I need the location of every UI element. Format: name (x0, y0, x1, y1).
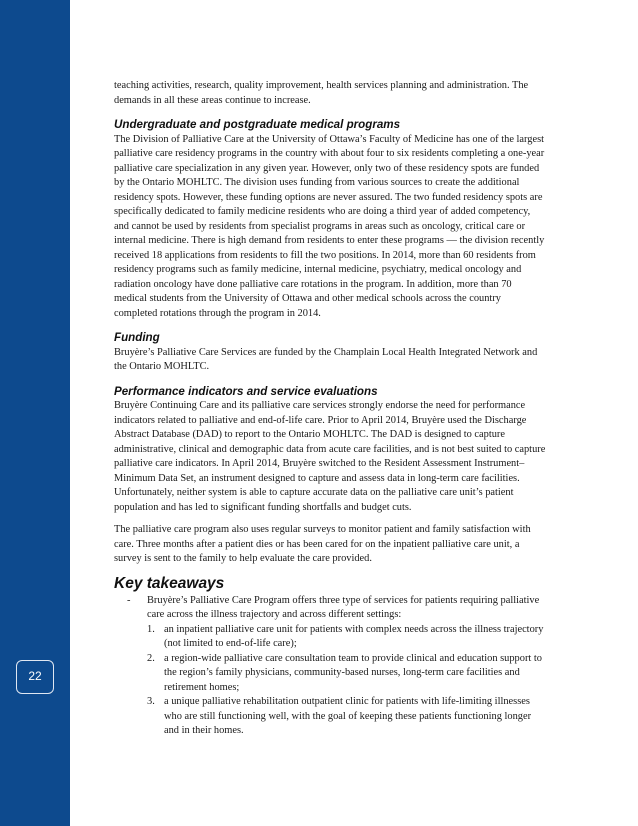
list-number: 3. (147, 696, 155, 707)
key-takeaways-heading: Key takeaways (114, 574, 225, 592)
funding-heading: Funding (114, 331, 160, 344)
list-item (147, 623, 546, 652)
list-item (147, 695, 546, 739)
takeaway-bullet (114, 594, 546, 739)
undergrad-heading: Undergraduate and postgraduate medical programs (114, 118, 401, 131)
document-body (114, 79, 546, 739)
bullet-dash: - (127, 594, 131, 606)
list-item-text: a region-wide palliative care consultation team to provide clinical and education support to the region’s family physicians, community-based nurses, long-term care facilities and retirement homes; (164, 652, 542, 693)
performance-heading: Performance indicators and service evaluations (114, 384, 378, 398)
performance-paragraph-2: The palliative care program also uses regular surveys to monitor patient and family satisfaction with care. Three months after a patient dies or has been cared for on the inpatient palliative care unit, a survey is sent to the family to help evaluate the care provided. (114, 524, 531, 564)
funding-paragraph: Bruyère’s Palliative Care Services are funded by the Champlain Local Health Integrated Network and the Ontario MOHLTC. (114, 346, 538, 372)
list-item-text: an inpatient palliative care unit for patients with complex needs across the illness trajectory (not limited to end-of-life care); (164, 623, 544, 649)
undergrad-paragraph: The Division of Palliative Care at the University of Ottawa’s Faculty of Medicine has one of the largest palliative care residency programs in the country with about four to six residents completing a one-year palliative care specialization in any given year. However, only two of these residency spots are funded by the Ontario MOHLTC. The division uses funding from various sources to create the additional residency spots. However, these funding options are never assured. The two funded residency spots are specifically dedicated to family medicine residents who are doing a third year of added competency, and cannot be used by residents from specialist programs in areas such as oncology, critical care or internal medicine. There is high demand from residents to enter these programs — the division recently received 18 applications from residents to fill the two positions. In 2014, more than 60 residents from residency programs such as family medicine, internal medicine, psychiatry, medical oncology and radiation oncology have done palliative care rotations in the program. In addition, more than 70 medical students from the University of Ottawa and other medical schools across the country completed rotations through the program in 2014. (114, 133, 545, 319)
list-number: 1. (147, 623, 155, 635)
list-item (147, 652, 546, 696)
list-number: 2. (147, 652, 155, 664)
page-number: 22 (16, 660, 54, 694)
list-item-text: a unique palliative rehabilitation outpatient clinic for patients with life-limiting illnesses who are still functioning well, with the goal of keeping these patients functioning longer and in their homes. (164, 696, 532, 736)
intro-paragraph: teaching activities, research, quality improvement, health services planning and administration. The demands in all these areas continue to increase. (114, 80, 529, 106)
services-list (147, 623, 546, 739)
performance-paragraph-1: Bruyère Continuing Care and its palliative care services strongly endorse the need for performance indicators related to palliative and end-of-life care. Prior to April 2014, Bruyère used the Discharge Abstract Database (DAD) to report to the Ontario MOHLTC. The DAD is designed to capture administrative, clinical and demographic data from acute care facilities, and is not best suited to capture palliative care indicators. In April 2014, Bruyère switched to the Resident Assessment Instrument–Minimum Data Set, an instrument designed to capture and assess data in long-term care facilities. Unfortunately, neither system is able to capture accurate data on the palliative care unit’s patient population and has led to significant funding shortfalls and budget cuts. (114, 400, 546, 513)
bullet-body (147, 594, 546, 739)
page-sidebar (0, 0, 70, 826)
bullet-text: Bruyère’s Palliative Care Program offers three type of services for patients requiring palliative care across the illness trajectory and across different settings: (147, 594, 540, 620)
